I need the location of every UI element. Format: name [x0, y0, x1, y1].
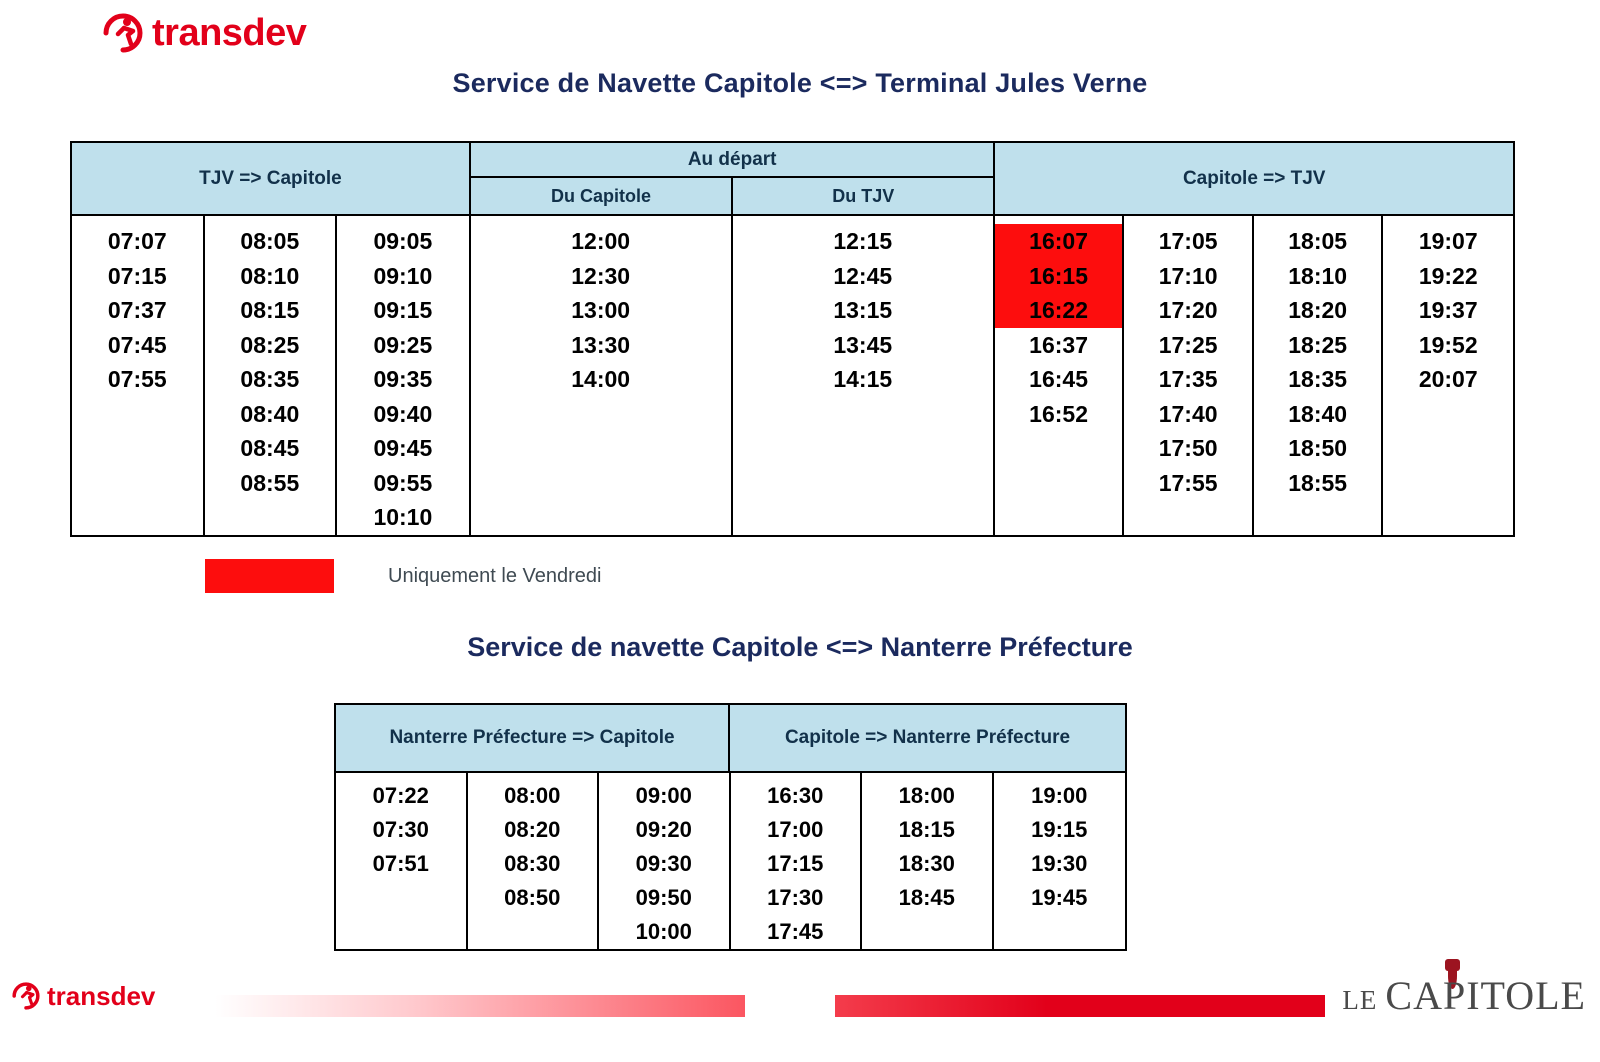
transdev-running-man-icon	[10, 980, 42, 1012]
time-cell: 08:00	[504, 783, 561, 808]
time-cell: 17:10	[1158, 262, 1218, 289]
time-cell: 09:55	[373, 469, 433, 496]
column-nanterre-capitole-3	[599, 773, 731, 949]
time-cell-friday-only: 16:15	[995, 259, 1123, 294]
transdev-logo-footer	[10, 980, 155, 1012]
time-cell: 13:45	[833, 331, 893, 358]
transdev-wordmark: transdev	[152, 11, 307, 54]
time-cell: 13:30	[571, 331, 631, 358]
timetable-capitole-nanterre-body	[336, 771, 1125, 949]
header-du-capitole: Du Capitole	[471, 178, 733, 214]
time-cell: 07:30	[372, 817, 429, 842]
time-cell: 12:00	[571, 228, 631, 254]
time-cell: 16:52	[1029, 400, 1088, 427]
time-cell: 09:50	[635, 885, 692, 910]
time-cell: 09:05	[373, 228, 433, 254]
page-title-shuttle-nanterre: Service de navette Capitole <=> Nanterre Préfecture	[467, 632, 1133, 662]
header-du-tjv: Du TJV	[733, 178, 993, 214]
time-cell: 19:15	[1031, 817, 1088, 842]
time-cell: 07:45	[107, 331, 167, 358]
header-capitole-to-tjv: Capitole => TJV	[995, 143, 1513, 214]
time-cell: 10:10	[373, 504, 433, 530]
time-cell: 09:15	[373, 297, 433, 323]
time-cell: 19:45	[1031, 885, 1088, 910]
time-cell: 12:45	[833, 262, 893, 289]
time-cell: 09:10	[373, 262, 433, 289]
column-tjv-capitole-2	[205, 216, 338, 535]
column-nanterre-capitole-2	[468, 773, 600, 949]
column-capitole-tjv-2	[1124, 216, 1254, 535]
time-cell: 09:20	[635, 817, 692, 842]
time-cell: 08:30	[504, 851, 561, 876]
time-cell: 18:35	[1288, 366, 1348, 392]
legend	[205, 559, 601, 593]
time-cell: 10:00	[635, 919, 692, 944]
time-cell: 19:00	[1031, 783, 1088, 808]
time-cell: 08:15	[240, 297, 300, 323]
time-cell-friday-only: 16:22	[995, 293, 1123, 328]
time-cell: 18:40	[1288, 400, 1348, 427]
column-capitole-nanterre-2	[862, 773, 994, 949]
header-au-depart-group	[471, 143, 996, 214]
time-cell: 14:15	[833, 366, 893, 392]
time-cell: 08:35	[240, 366, 300, 392]
time-cell: 08:40	[240, 400, 300, 427]
time-cell: 17:45	[767, 919, 824, 944]
time-cell: 08:05	[240, 228, 300, 254]
timetable-capitole-tjv-header	[72, 143, 1513, 214]
column-nanterre-capitole-1	[336, 773, 468, 949]
time-cell: 07:07	[107, 228, 167, 254]
time-cell: 17:00	[767, 817, 824, 842]
time-cell: 19:30	[1031, 851, 1088, 876]
time-cell: 08:50	[504, 885, 561, 910]
column-tjv-capitole-3	[337, 216, 471, 535]
time-cell: 17:15	[767, 851, 824, 876]
page-title-shuttle-tjv: Service de Navette Capitole <=> Terminal Jules Verne	[452, 68, 1148, 98]
timetable-capitole-tjv	[70, 141, 1515, 537]
time-cell: 09:30	[635, 851, 692, 876]
time-cell-friday-only: 16:07	[995, 224, 1123, 259]
time-cell: 18:25	[1288, 331, 1348, 358]
time-cell: 19:52	[1418, 331, 1478, 358]
column-capitole-tjv-3	[1254, 216, 1384, 535]
time-cell: 18:15	[898, 817, 955, 842]
time-cell: 07:15	[107, 262, 167, 289]
timetable-capitole-nanterre-header	[336, 705, 1125, 771]
column-capitole-tjv-4	[1383, 216, 1513, 535]
column-au-depart-du-tjv	[733, 216, 995, 535]
time-cell: 18:10	[1288, 262, 1348, 289]
time-cell: 17:50	[1158, 435, 1218, 461]
header-tjv-to-capitole: TJV => Capitole	[72, 143, 471, 214]
time-cell: 08:10	[240, 262, 300, 289]
time-cell: 09:40	[373, 400, 433, 427]
time-cell: 19:07	[1418, 228, 1478, 254]
time-cell: 18:55	[1288, 469, 1348, 496]
time-cell: 13:00	[571, 297, 631, 323]
le-capitole-name: CAPITOLE	[1385, 973, 1586, 1018]
time-cell: 17:05	[1158, 228, 1218, 254]
time-cell: 18:45	[898, 885, 955, 910]
time-cell: 07:22	[372, 783, 429, 808]
time-cell: 17:20	[1158, 297, 1218, 323]
column-au-depart-du-capitole	[471, 216, 733, 535]
time-cell: 16:30	[767, 783, 824, 808]
transdev-running-man-icon	[100, 10, 146, 56]
time-cell: 08:45	[240, 435, 300, 461]
header-nanterre-to-capitole: Nanterre Préfecture => Capitole	[336, 705, 730, 771]
time-cell: 20:07	[1418, 366, 1478, 392]
time-cell: 09:00	[635, 783, 692, 808]
time-cell: 19:22	[1418, 262, 1478, 289]
time-cell: 14:00	[571, 366, 631, 392]
time-cell: 18:05	[1288, 228, 1348, 254]
time-cell: 09:35	[373, 366, 433, 392]
timetable-capitole-nanterre	[334, 703, 1127, 951]
time-cell: 08:25	[240, 331, 300, 358]
time-cell: 18:50	[1288, 435, 1348, 461]
time-cell: 09:25	[373, 331, 433, 358]
timetable-capitole-tjv-body	[72, 214, 1513, 535]
time-cell: 17:30	[767, 885, 824, 910]
time-cell: 16:45	[1029, 366, 1088, 392]
transdev-wordmark-footer: transdev	[47, 980, 156, 1011]
header-capitole-to-nanterre: Capitole => Nanterre Préfecture	[730, 705, 1125, 771]
time-cell: 08:20	[504, 817, 561, 842]
time-cell: 19:37	[1418, 297, 1478, 323]
time-cell: 18:00	[898, 783, 955, 808]
time-cell: 07:51	[372, 851, 429, 876]
time-cell: 17:35	[1158, 366, 1218, 392]
time-cell: 07:55	[107, 366, 167, 392]
legend-color-swatch	[205, 559, 334, 593]
column-capitole-nanterre-3	[994, 773, 1126, 949]
time-cell: 17:55	[1158, 469, 1218, 496]
time-cell: 18:30	[898, 851, 955, 876]
header-au-depart: Au départ	[471, 143, 994, 178]
time-cell: 13:15	[833, 297, 893, 323]
le-capitole-le: LE	[1342, 985, 1378, 1015]
legend-label: Uniquement le Vendredi	[388, 564, 602, 587]
time-cell: 12:15	[833, 228, 893, 254]
time-cell: 18:20	[1288, 297, 1348, 323]
time-cell: 08:55	[240, 469, 300, 496]
time-cell: 16:37	[1029, 331, 1088, 358]
time-cell: 09:45	[373, 435, 433, 461]
time-cell: 12:30	[571, 262, 631, 289]
footer-page-marker	[745, 980, 835, 1026]
column-tjv-capitole-1	[72, 216, 205, 535]
column-capitole-nanterre-1	[731, 773, 863, 949]
time-cell: 17:40	[1158, 400, 1218, 427]
column-capitole-tjv-1	[995, 216, 1125, 535]
transdev-logo-header	[100, 10, 306, 56]
le-capitole-logo	[1342, 972, 1586, 1019]
time-cell: 17:25	[1158, 331, 1218, 358]
time-cell: 07:37	[107, 297, 167, 323]
